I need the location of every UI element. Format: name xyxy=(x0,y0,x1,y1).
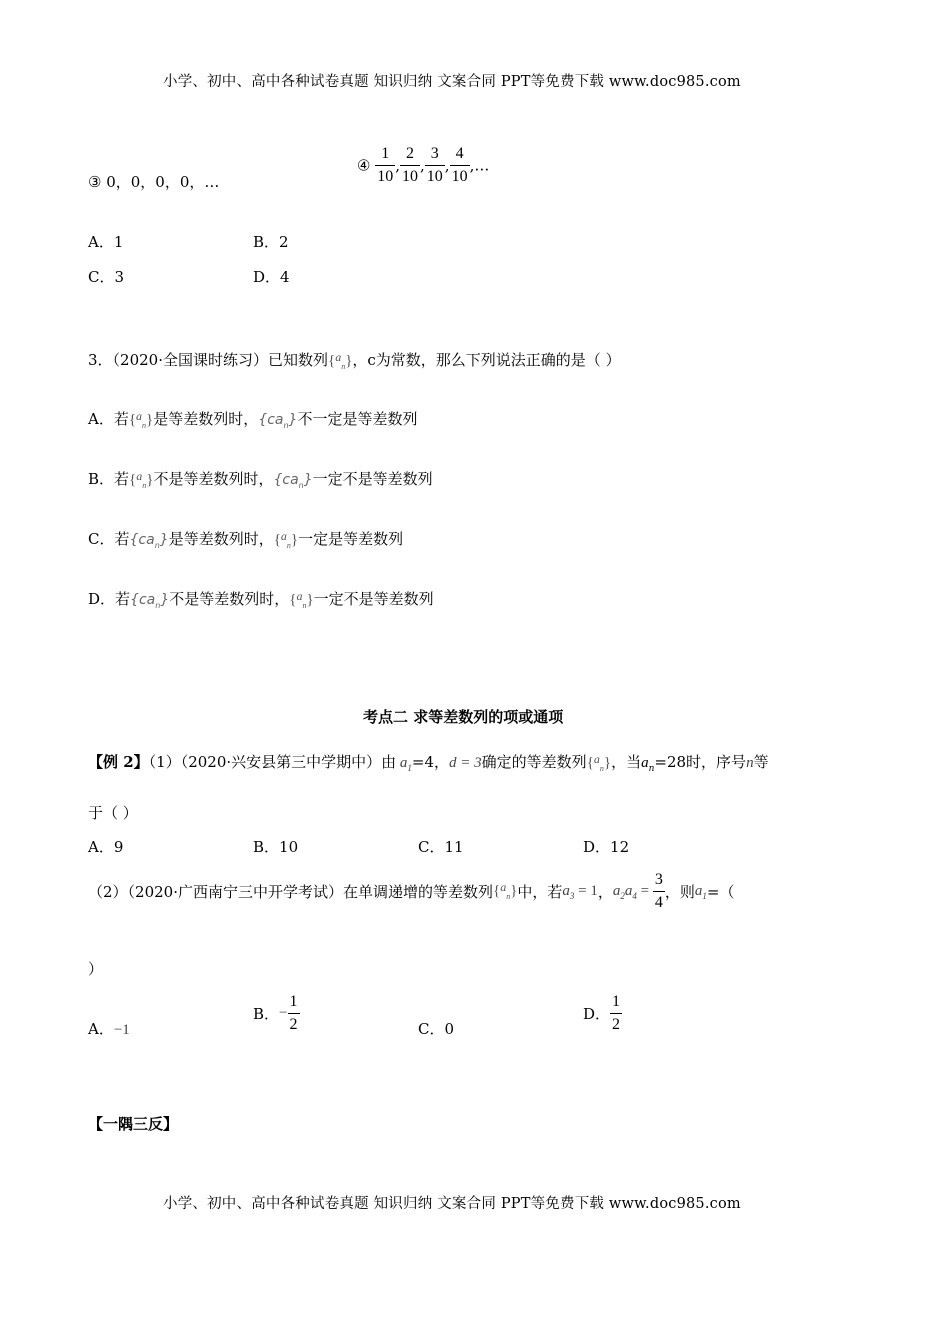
example-label: 【例 2】 xyxy=(88,753,149,771)
ex2-p1-option-a: A．9 xyxy=(88,838,124,856)
q3-stem: 3．（2020·全国课时练习）已知数列{$^a_n$}，c为常数，那么下列说法正确的是（ ） xyxy=(88,350,621,371)
practice-heading: 【一隅三反】 xyxy=(88,1115,179,1133)
ex2-p1-option-c: C．11 xyxy=(418,838,464,856)
example-2-part-2: （2）（2020·广西南宁三中开学考试）在单调递增的等差数列{$^a_n$}中，若$a_3 = 1$，$a_2a_4$ = $\frac{3}{4}$ ，则$a_1=$（ xyxy=(88,871,735,911)
example-2-part-1-line-2: 于（ ） xyxy=(88,804,138,822)
q2-item-4: ④ $\frac{1}{10}$ , $\frac{2}{10}$ , $\frac{3}{10}$ , $\frac{4}{10}$ ,… xyxy=(357,145,490,185)
fraction-3-4: $\frac{3}{4}$ xyxy=(654,871,663,911)
ex2-p1-option-b: B．10 xyxy=(253,838,299,856)
fraction-3-10: $\frac{3}{10}$ xyxy=(426,145,443,185)
fraction-neg-1-2: $\frac{1}{2}$ xyxy=(289,993,298,1033)
ex2-p1-option-d: D．12 xyxy=(583,838,630,856)
q2-option-d: D．4 xyxy=(253,268,290,286)
q3-option-b: B．若{$^a_n$}不是等差数列时，$\{ca_n\}$一定不是等差数列 xyxy=(88,469,433,490)
section-title: 考点二 求等差数列的项或通项 xyxy=(363,708,564,726)
ex2-p2-option-c: C．0 xyxy=(418,1020,455,1038)
fraction-1-2: $\frac{1}{2}$ xyxy=(612,993,621,1033)
page-header: 小学、初中、高中各种试卷真题 知识归纳 文案合同 PPT等免费下载 www.doc985.com xyxy=(163,74,741,90)
q2-option-c: C．3 xyxy=(88,268,125,286)
fraction-1-10: $\frac{1}{10}$ xyxy=(377,145,394,185)
seq-an: {$^a_n$} xyxy=(328,350,353,371)
example-2-part-1: 【例 2】（1）（2020·兴安县第三中学期中）由 $a_1=4$，d = 3确定的等差数列{$^a_n$}，当$a_n=28$时，序号n等 xyxy=(88,752,769,774)
ex2-p2-option-a: A．−1 xyxy=(88,1020,130,1038)
q2-item-4-label: ④ xyxy=(357,156,371,175)
ex2-p2-option-d: D． $\frac{1}{2}$ xyxy=(583,993,621,1033)
q3-option-d: D．若$\{ca_n\}$不是等差数列时，{$^a_n$}一定不是等差数列 xyxy=(88,589,434,610)
ex2-p2-option-b: B．− $\frac{1}{2}$ xyxy=(253,993,298,1033)
example-2-part-2-line-2: ） xyxy=(88,960,104,978)
q2-item-3: ③ 0，0，0，0，… xyxy=(88,173,220,191)
fraction-2-10: $\frac{2}{10}$ xyxy=(402,145,419,185)
q3-option-a: A．若{$^a_n$}是等差数列时，$\{ca_n\}$不一定是等差数列 xyxy=(88,409,418,430)
q2-option-a: A．1 xyxy=(88,233,124,251)
page-footer: 小学、初中、高中各种试卷真题 知识归纳 文案合同 PPT等免费下载 www.doc985.com xyxy=(163,1196,741,1212)
q2-option-b: B．2 xyxy=(253,233,289,251)
q3-option-c: C．若$\{ca_n\}$是等差数列时，{$^a_n$}一定是等差数列 xyxy=(88,529,404,550)
fraction-4-10: $\frac{4}{10}$ xyxy=(451,145,468,185)
